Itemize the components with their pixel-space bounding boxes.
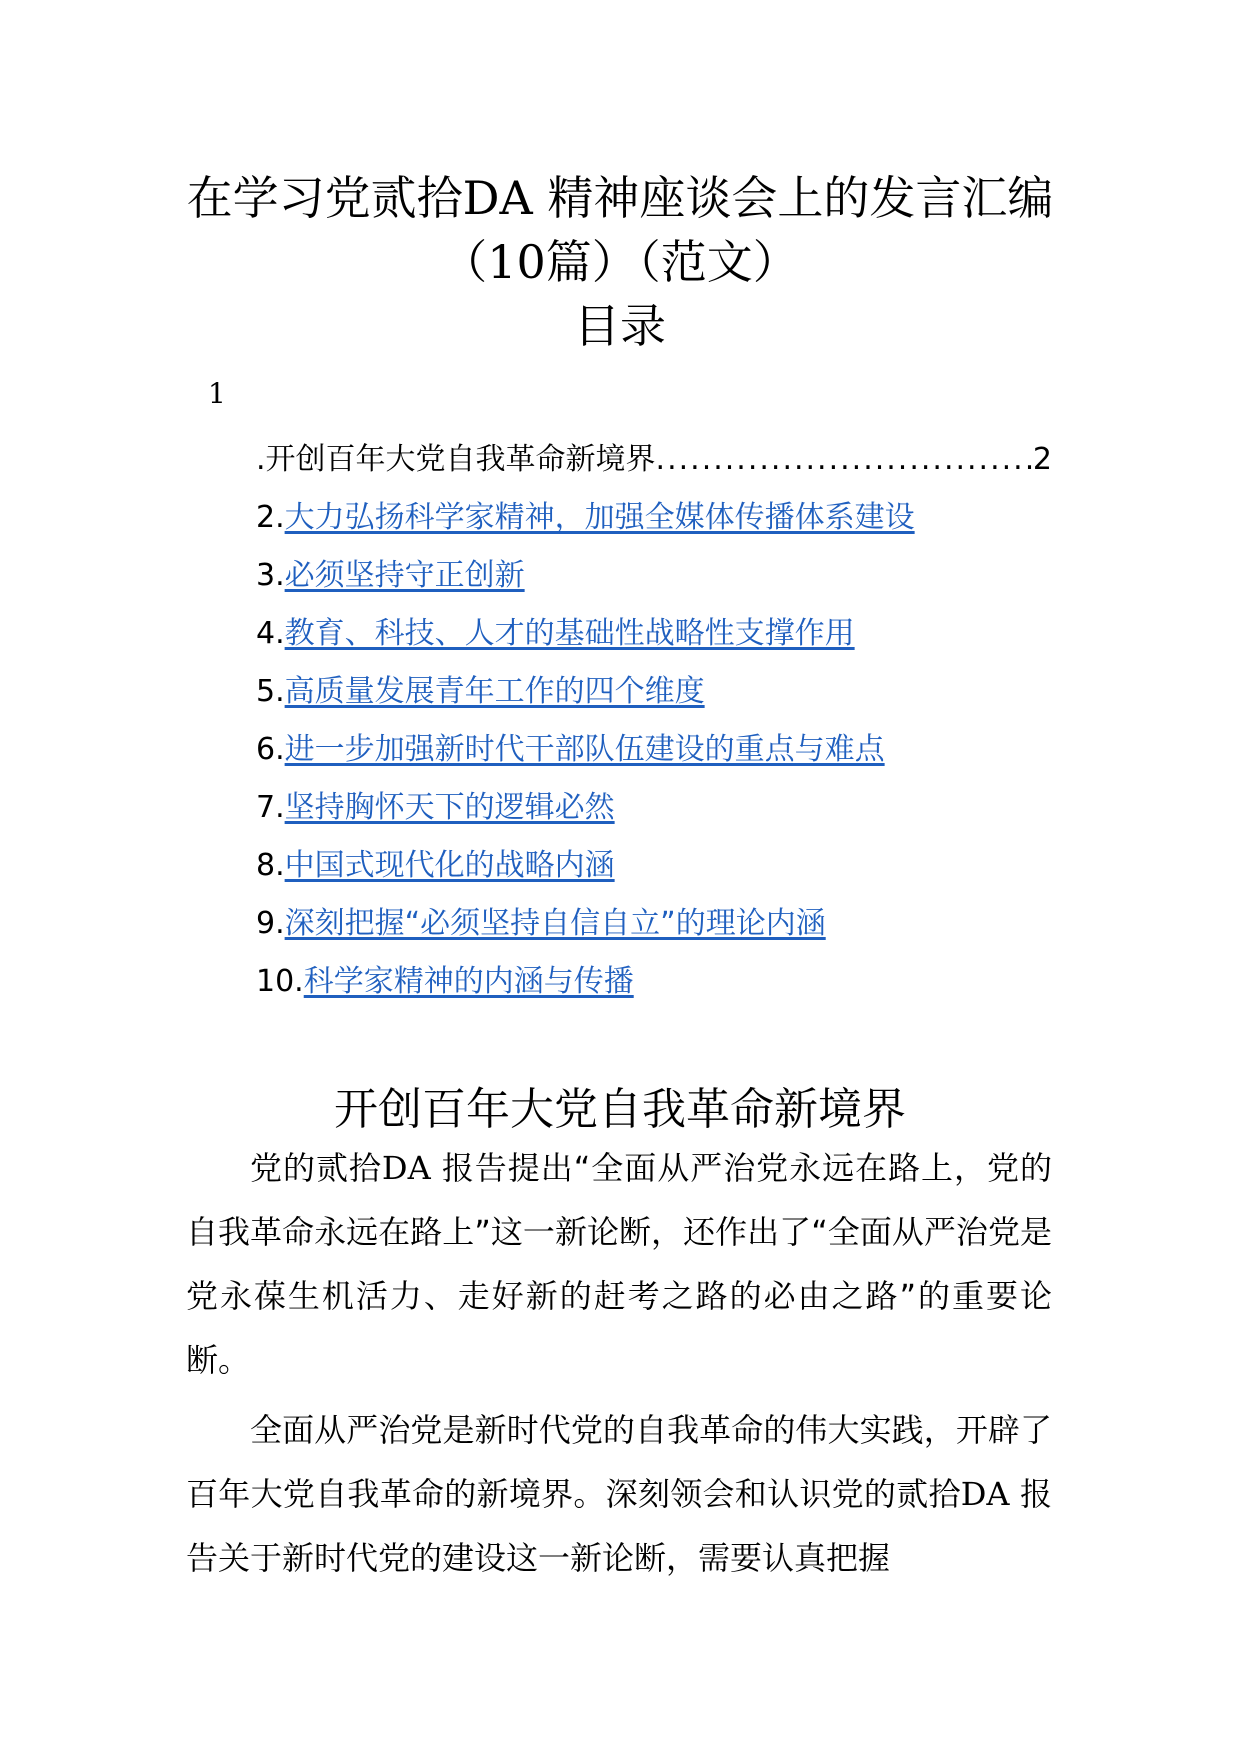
toc-item-1[interactable] bbox=[256, 436, 1052, 484]
toc-item-link[interactable]: 高质量发展青年工作的四个维度 bbox=[284, 674, 705, 709]
para2-text-da: DA bbox=[960, 1475, 1010, 1513]
toc-item-9[interactable] bbox=[256, 900, 826, 948]
toc-leading-number: 1 bbox=[208, 377, 226, 410]
document-title-line-1 bbox=[150, 168, 1090, 228]
toc-item-6[interactable] bbox=[256, 726, 885, 774]
para1-text-c: 报告提出“全面从严治党永远在路上，党的自我革命永远在路上”这一新论断，还作出了“全面从严治党是党永葆生机活力、走好新的赶考之路的必由之路”的重要论断。 bbox=[186, 1149, 1052, 1379]
toc-item-link[interactable]: 坚持胸怀天下的逻辑必然 bbox=[284, 790, 615, 825]
para2-text-c: 报告关于新时代党的建设这一新论断，需要认真把握 bbox=[186, 1475, 1052, 1577]
toc-item-link[interactable]: 中国式现代化的战略内涵 bbox=[284, 848, 615, 883]
toc-item-link[interactable]: 深刻把握“必须坚持自信自立”的理论内涵 bbox=[284, 906, 826, 941]
toc-item-number: 6. bbox=[256, 732, 285, 767]
toc-item-number: 7. bbox=[256, 790, 285, 825]
toc-heading: 目录 bbox=[574, 299, 666, 353]
toc-item-number: 5. bbox=[256, 674, 285, 709]
title2-rest: 篇）（范文） bbox=[545, 235, 799, 289]
title2-open-paren: （ bbox=[441, 235, 488, 289]
toc-item-link[interactable]: 大力弘扬科学家精神，加强全媒体传播体系建设 bbox=[284, 500, 915, 535]
toc-item-2[interactable] bbox=[256, 494, 915, 542]
toc-item-number: 4. bbox=[256, 616, 285, 651]
section-heading: 开创百年大党自我革命新境界 bbox=[334, 1084, 906, 1135]
para1-text-a: 党的贰拾 bbox=[250, 1149, 382, 1187]
toc-item-number: 8. bbox=[256, 848, 285, 883]
toc-item-number: 10. bbox=[256, 964, 304, 999]
toc-item-link[interactable]: 必须坚持守正创新 bbox=[284, 558, 525, 593]
title-text-a: 在学习党贰拾 bbox=[186, 171, 463, 225]
toc-leader-dots bbox=[656, 436, 1033, 484]
toc-item-link[interactable]: 教育、科技、人才的基础性战略性支撑作用 bbox=[284, 616, 855, 651]
toc-item-7[interactable] bbox=[256, 784, 615, 832]
toc-item-4[interactable] bbox=[256, 610, 855, 658]
title-text-da: DA bbox=[462, 171, 533, 225]
toc-item-1-label: .开创百年大党自我革命新境界 bbox=[256, 442, 656, 477]
toc-item-5[interactable] bbox=[256, 668, 705, 716]
body-paragraph-1 bbox=[186, 1136, 1052, 1392]
document-title-line-2 bbox=[150, 232, 1090, 292]
toc-item-1-page: 2 bbox=[1032, 442, 1052, 477]
title2-count: 10 bbox=[487, 235, 546, 289]
body-paragraph-2 bbox=[186, 1398, 1052, 1590]
toc-item-number: 2. bbox=[256, 500, 285, 535]
toc-item-3[interactable] bbox=[256, 552, 525, 600]
toc-item-link[interactable]: 进一步加强新时代干部队伍建设的重点与难点 bbox=[284, 732, 885, 767]
toc-item-10[interactable] bbox=[256, 958, 634, 1006]
toc-item-8[interactable] bbox=[256, 842, 615, 890]
toc-item-number: 9. bbox=[256, 906, 285, 941]
para2-text-a: 全面从严治党是新时代党的自我革命的伟大实践，开辟了百年大党自我革命的新境界。深刻领会和认识党的贰拾 bbox=[186, 1411, 1052, 1513]
toc-item-link[interactable]: 科学家精神的内涵与传播 bbox=[303, 964, 634, 999]
title-text-c: 精神座谈会上的发言汇编 bbox=[547, 171, 1054, 225]
para1-text-da: DA bbox=[381, 1149, 431, 1187]
toc-item-number: 3. bbox=[256, 558, 285, 593]
